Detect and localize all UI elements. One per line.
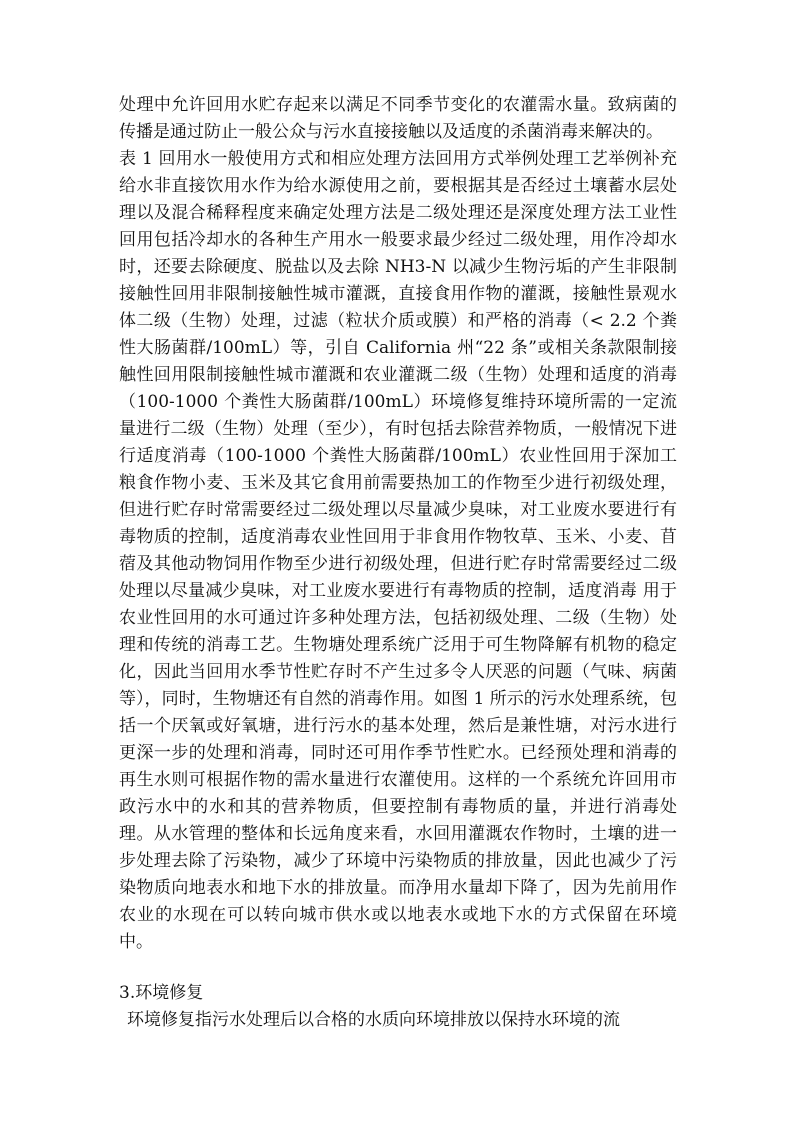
paragraph-environment-restoration: 环境修复指污水处理后以合格的水质向环境排放以保持水环境的流 [127, 1010, 620, 1030]
paragraph-table-1-description: 表 1 回用水一般使用方式和相应处理方法回用方式举例处理工艺举例补充给水非直接饮用水作为给水源使用之前，要根据其是否经过土壤蓄水层处理以及混合稀释程度来确定处理方法是二级处理还是深度处理方法工业性回用包括冷却水的各种生产用水一般要求最少经过二级处理，用作冷却水时，还要去除硬度、脱盐以及去除 NH3-N 以减少生物污垢的产生非限制接触性回用非限制接触性城市灌溉，直接食用作物的灌溉，接触性景观水体二级（生物）处理，过滤（粒状介质或膜）和严格的消毒（< 2.2 个粪性大肠菌群/100mL）等，引自 California 州“22 条”或相关条款限制接触性回用限制接触性城市灌溉和农业灌溉二级（生物）处理和适度的消毒（100-1000 个粪性大肠菌群/100mL）环境修复维持环境所需的一定流量进行二级（生物）处理（至少），有时包括去除营养物质，一般情况下进行适度消毒（100-1000 个粪性大肠菌群/100mL）农业性回用于深加工粮食作物小麦、玉米及其它食用前需要热加工的作物至少进行初级处理，但进行贮存时常需要经过二级处理以尽量减少臭味，对工业废水要进行有毒物质的控制，适度消毒农业性回用于非食用作物牧草、玉米、小麦、苜蓿及其他动物饲用作物至少进行初级处理，但进行贮存时常需要经过二级处理以尽量减少臭味，对工业废水要进行有毒物质的控制，适度消毒 用于农业性回用的水可通过许多种处理方法，包括初级处理、二级（生物）处理和传统的消毒工艺。生物塘处理系统广泛用于可生物降解有机物的稳定化，因此当回用水季节性贮存时不产生过多令人厌恶的问题（气味、病菌等），同时，生物塘还有自然的消毒作用。如图 1 所示的污水处理系统，包括一个厌氧或好氧塘，进行污水的基本处理，然后是兼性塘，对污水进行更深一步的处理和消毒，同时还可用作季节性贮水。已经预处理和消毒的再生水则可根据作物的需水量进行农灌使用。这样的一个系统允许回用市政污水中的水和其的营养物质，但要控制有毒物质的量，并进行消毒处理。从水管理的整体和长远角度来看，水回用灌溉农作物时，土壤的进一步处理去除了污染物，减少了环境中污染物质的排放量，因此也减少了污染物质向地表水和地下水的排放量。而净用水量却下降了，因为先前用作农业的水现在可以转向城市供水或以地表水或地下水的方式保留在环境中。 [119, 149, 677, 952]
section-heading: 3.环境修复 [119, 983, 204, 1003]
document-page [119, 92, 677, 1034]
paragraph-spacer [119, 956, 677, 980]
paragraph-intro: 处理中允许回用水贮存起来以满足不同季节变化的农灌需水量。致病菌的传播是通过防止一般公众与污水直接接触以及适度的杀菌消毒来解决的。 [119, 95, 677, 142]
